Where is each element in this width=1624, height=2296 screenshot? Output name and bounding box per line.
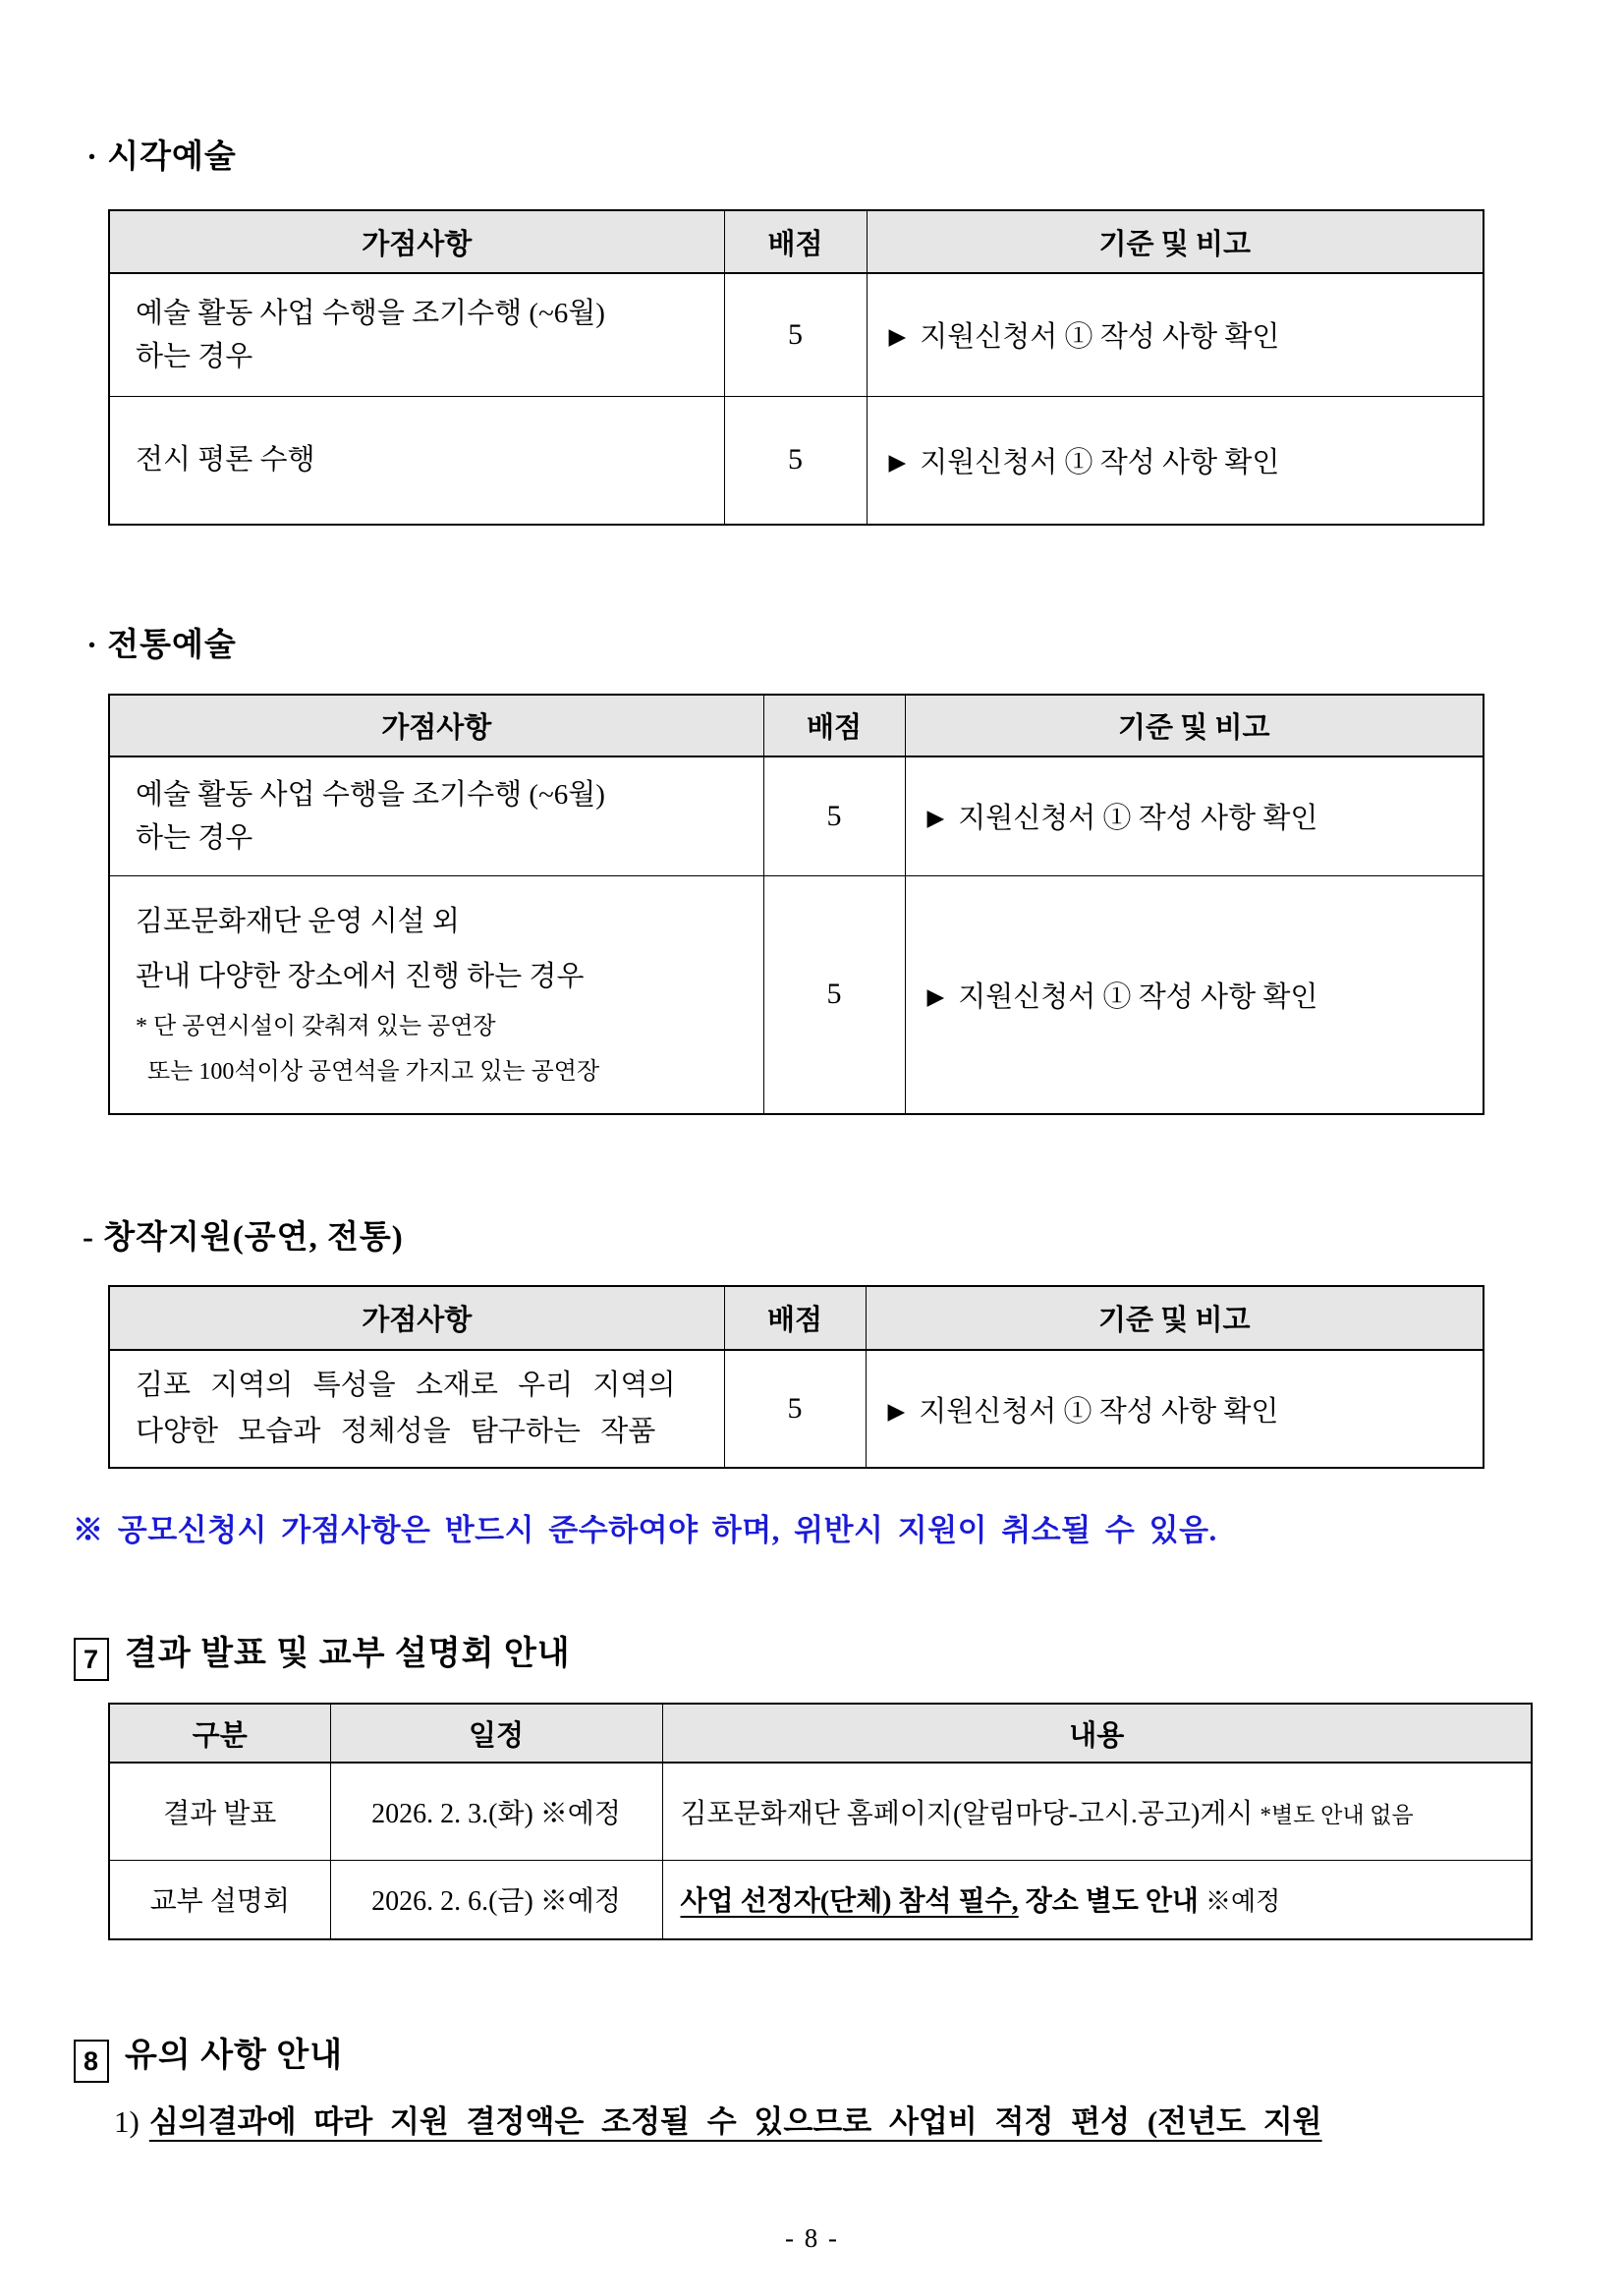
- item-cell: [109, 1350, 724, 1468]
- item-line: 하는 경우: [136, 340, 253, 372]
- col-header-content: 내용: [662, 1704, 1532, 1763]
- item-footnote: 또는 100석이상 공연석을 가지고 있는 공연장: [147, 1059, 600, 1086]
- item-line: 김포문화재단 운영 시설 외: [136, 906, 460, 938]
- section7-number-box: 7: [74, 1638, 109, 1681]
- item-cell: [109, 875, 763, 1114]
- item-line: 예술 활동 사업 수행을 조기수행 (~6월): [136, 297, 605, 329]
- score-cell: 5: [724, 396, 867, 525]
- table-row: [109, 396, 1484, 525]
- table-row: [109, 756, 1484, 875]
- arrow-bullet-icon: ▶: [926, 983, 945, 1009]
- content-bold-underline: 사업 선정자(단체) 참석 필수,: [680, 1886, 1019, 1918]
- table-header-row: [109, 210, 1484, 273]
- item-cell: [109, 273, 724, 396]
- content-small-note: *별도 안내 없음: [1260, 1802, 1414, 1827]
- col-header-item: 가점사항: [109, 1286, 724, 1350]
- table-row: [109, 1763, 1532, 1860]
- section7-heading: [74, 1626, 571, 1681]
- section8-title: 유의 사항 안내: [125, 2038, 344, 2074]
- table-announcement: [108, 1703, 1533, 1940]
- score-cell: 5: [724, 273, 867, 396]
- schedule-cell: 2026. 2. 3.(화) ※예정: [330, 1763, 662, 1860]
- item1-number: 1): [114, 2104, 140, 2139]
- col-header-note: 기준 및 비고: [905, 695, 1484, 756]
- item-line: 예술 활동 사업 수행을 조기수행 (~6월): [136, 778, 605, 811]
- col-header-item: 가점사항: [109, 210, 724, 273]
- col-header-note: 기준 및 비고: [867, 210, 1484, 273]
- col-header-score: 배점: [763, 695, 905, 756]
- table-traditional-arts: [108, 694, 1484, 1115]
- content-note: ※예정: [1204, 1887, 1281, 1917]
- note-text: 지원신청서 ① 작성 사항 확인: [958, 803, 1318, 835]
- section8-item1: [114, 2097, 1322, 2141]
- content-bold: 장소 별도 안내: [1025, 1886, 1199, 1918]
- item-cell: 전시 평론 수행: [109, 396, 724, 525]
- table-row: [109, 273, 1484, 396]
- table-row: [109, 1860, 1532, 1939]
- category-cell: 결과 발표: [109, 1763, 330, 1860]
- col-header-score: 배점: [724, 1286, 866, 1350]
- item-line: 관내 다양한 장소에서 진행 하는 경우: [136, 961, 585, 993]
- score-cell: 5: [724, 1350, 866, 1468]
- note-cell: [867, 273, 1484, 396]
- content-main: 김포문화재단 홈페이지(알림마당-고시.공고)게시: [680, 1798, 1254, 1829]
- arrow-bullet-icon: ▶: [926, 806, 945, 831]
- note-cell: [867, 396, 1484, 525]
- section8-heading: [74, 2028, 343, 2083]
- note-text: 지원신청서 ① 작성 사항 확인: [919, 1395, 1279, 1428]
- arrow-bullet-icon: ▶: [888, 324, 907, 350]
- item1-text: 심의결과에 따라 지원 결정액은 조정될 수 있으므로 사업비 적정 편성 (전년도 지원: [148, 2104, 1322, 2139]
- heading-visual-arts: [86, 131, 237, 177]
- item-line: 김포 지역의 특성을 소재로 우리 지역의: [136, 1370, 676, 1401]
- note-cell: [905, 875, 1484, 1114]
- arrow-bullet-icon: ▶: [887, 1398, 906, 1424]
- table-header-row: [109, 1286, 1484, 1350]
- content-cell: [662, 1860, 1532, 1939]
- col-header-item: 가점사항: [109, 695, 763, 756]
- note-text: 지원신청서 ① 작성 사항 확인: [920, 446, 1280, 478]
- note-text: 지원신청서 ① 작성 사항 확인: [920, 321, 1280, 354]
- score-cell: 5: [763, 756, 905, 875]
- section8-number-box: 8: [74, 2040, 109, 2083]
- arrow-bullet-icon: ▶: [888, 449, 907, 475]
- score-cell: 5: [763, 875, 905, 1114]
- note-text: 지원신청서 ① 작성 사항 확인: [958, 980, 1318, 1013]
- table-visual-arts: [108, 209, 1484, 526]
- content-cell: [662, 1763, 1532, 1860]
- col-header-score: 배점: [724, 210, 867, 273]
- heading-creative-support-label: - 창작지원(공연, 전통): [83, 1220, 404, 1256]
- heading-traditional-arts-label: · 전통예술: [86, 628, 237, 663]
- table-row: [109, 875, 1484, 1114]
- item-footnote: * 단 공연시설이 갖춰져 있는 공연장: [136, 1014, 496, 1040]
- item-line: 하는 경우: [136, 821, 253, 854]
- col-header-note: 기준 및 비고: [866, 1286, 1484, 1350]
- table-header-row: [109, 695, 1484, 756]
- note-cell: [905, 756, 1484, 875]
- table-creative-support: [108, 1285, 1484, 1469]
- table-row: [109, 1350, 1484, 1468]
- col-header-category: 구분: [109, 1704, 330, 1763]
- blue-warning-note: ※ 공모신청시 가점사항은 반드시 준수하여야 하며, 위반시 지원이 취소될 수 있음.: [73, 1513, 1217, 1547]
- table-header-row: [109, 1704, 1532, 1763]
- category-cell: 교부 설명회: [109, 1860, 330, 1939]
- heading-visual-arts-label: · 시각예술: [86, 140, 237, 175]
- col-header-schedule: 일정: [330, 1704, 662, 1763]
- heading-creative-support: [83, 1211, 404, 1258]
- heading-traditional-arts: [86, 619, 237, 665]
- schedule-cell: 2026. 2. 6.(금) ※예정: [330, 1860, 662, 1939]
- note-cell: [866, 1350, 1484, 1468]
- page-number: - 8 -: [785, 2223, 839, 2253]
- item-line: 다양한 모습과 정체성을 탐구하는 작품: [136, 1416, 656, 1447]
- item-cell: [109, 756, 763, 875]
- section7-title: 결과 발표 및 교부 설명회 안내: [125, 1636, 571, 1672]
